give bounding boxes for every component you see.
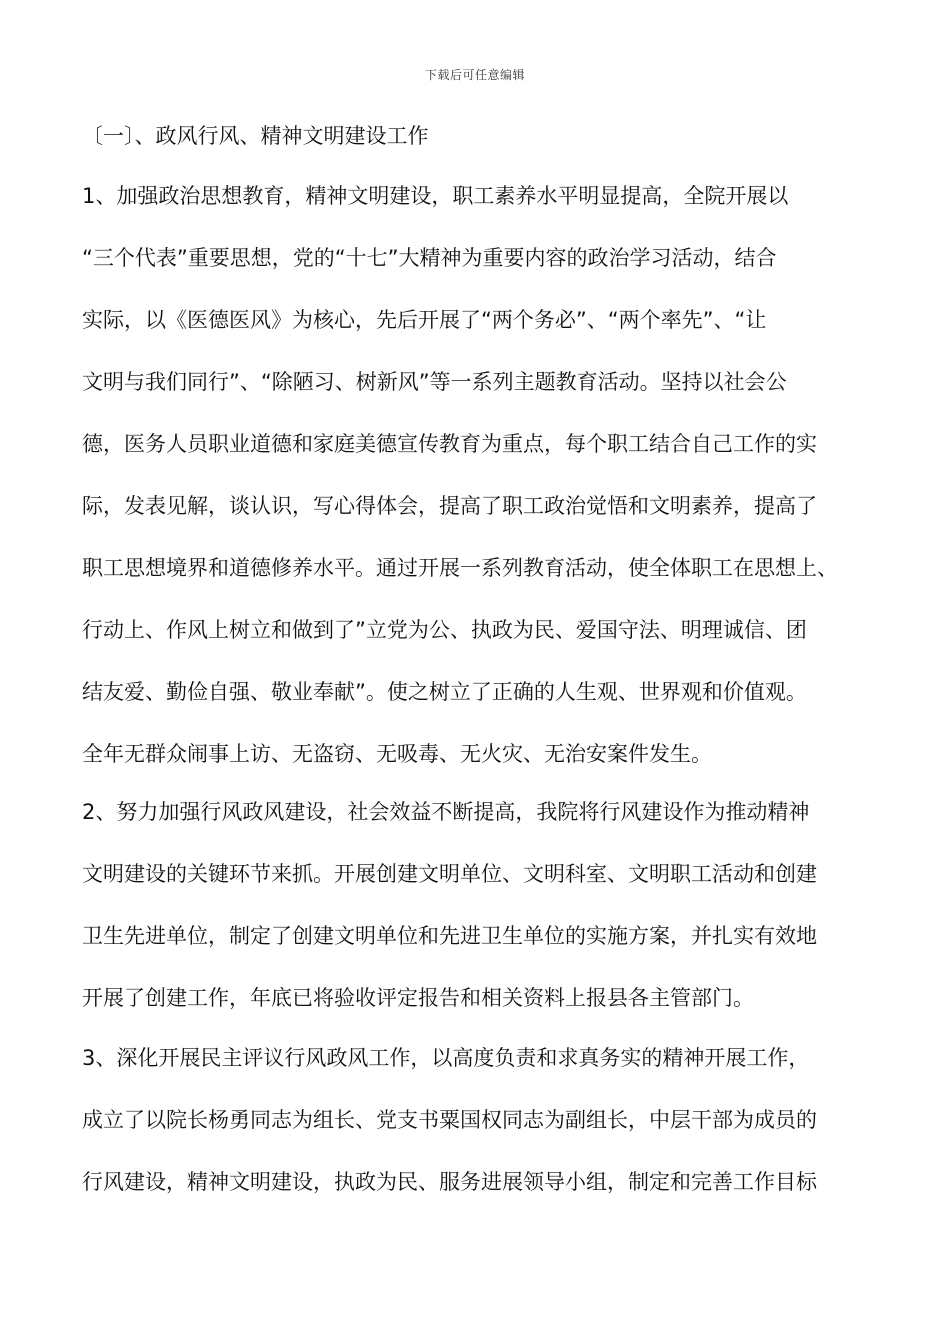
paragraph-line: 文明建设的关键环节来抓。开展创建文明单位、文明科室、文明职工活动和创建 xyxy=(82,862,817,886)
page-header-note: 下载后可任意编辑 xyxy=(424,68,525,82)
section-heading: 〔一〕、政风行风、精神文明建设工作 xyxy=(82,124,429,148)
paragraph-line: 卫生先进单位，制定了创建文明单位和先进卫生单位的实施方案，并扎实有效地 xyxy=(82,924,817,948)
paragraph-line: 德，医务人员职业道德和家庭美德宣传教育为重点，每个职工结合自己工作的实 xyxy=(82,432,817,456)
paragraph-line: 1、加强政治思想教育，精神文明建设，职工素养水平明显提高，全院开展以 xyxy=(82,184,789,208)
paragraph-line: 结友爱、勤俭自强、敬业奉献”。使之树立了正确的人生观、世界观和价值观。 xyxy=(82,680,807,704)
paragraph-line: 开展了创建工作，年底已将验收评定报告和相关资料上报县各主管部门。 xyxy=(82,986,754,1010)
paragraph-line: 成立了以院长杨勇同志为组长、党支书粟国权同志为副组长，中层干部为成员的 xyxy=(82,1108,817,1132)
paragraph-line: 行动上、作风上树立和做到了”立党为公、执政为民、爱国守法、明理诚信、团 xyxy=(82,618,807,642)
paragraph-line: 2、努力加强行风政风建设，社会效益不断提高，我院将行风建设作为推动精神 xyxy=(82,800,810,824)
paragraph-line: 全年无群众闹事上访、无盗窃、无吸毒、无火灾、无治安案件发生。 xyxy=(82,742,712,766)
paragraph-line: 3、深化开展民主评议行风政风工作，以高度负责和求真务实的精神开展工作， xyxy=(82,1046,810,1070)
paragraph-line: 行风建设，精神文明建设，执政为民、服务进展领导小组，制定和完善工作目标 xyxy=(82,1170,817,1194)
paragraph-line: “三个代表”重要思想，党的“十七”大精神为重要内容的政治学习活动，结合 xyxy=(82,246,777,270)
paragraph-line: 文明与我们同行”、“除陋习、树新风”等一系列主题教育活动。坚持以社会公 xyxy=(82,370,787,394)
paragraph-line: 职工思想境界和道德修养水平。通过开展一系列教育活动，使全体职工在思想上、 xyxy=(82,556,838,580)
paragraph-line: 际，发表见解，谈认识，写心得体会，提高了职工政治觉悟和文明素养，提高了 xyxy=(82,494,817,518)
paragraph-line: 实际，以《医德医风》为核心，先后开展了“两个务必”、“两个率先”、“让 xyxy=(82,308,767,332)
